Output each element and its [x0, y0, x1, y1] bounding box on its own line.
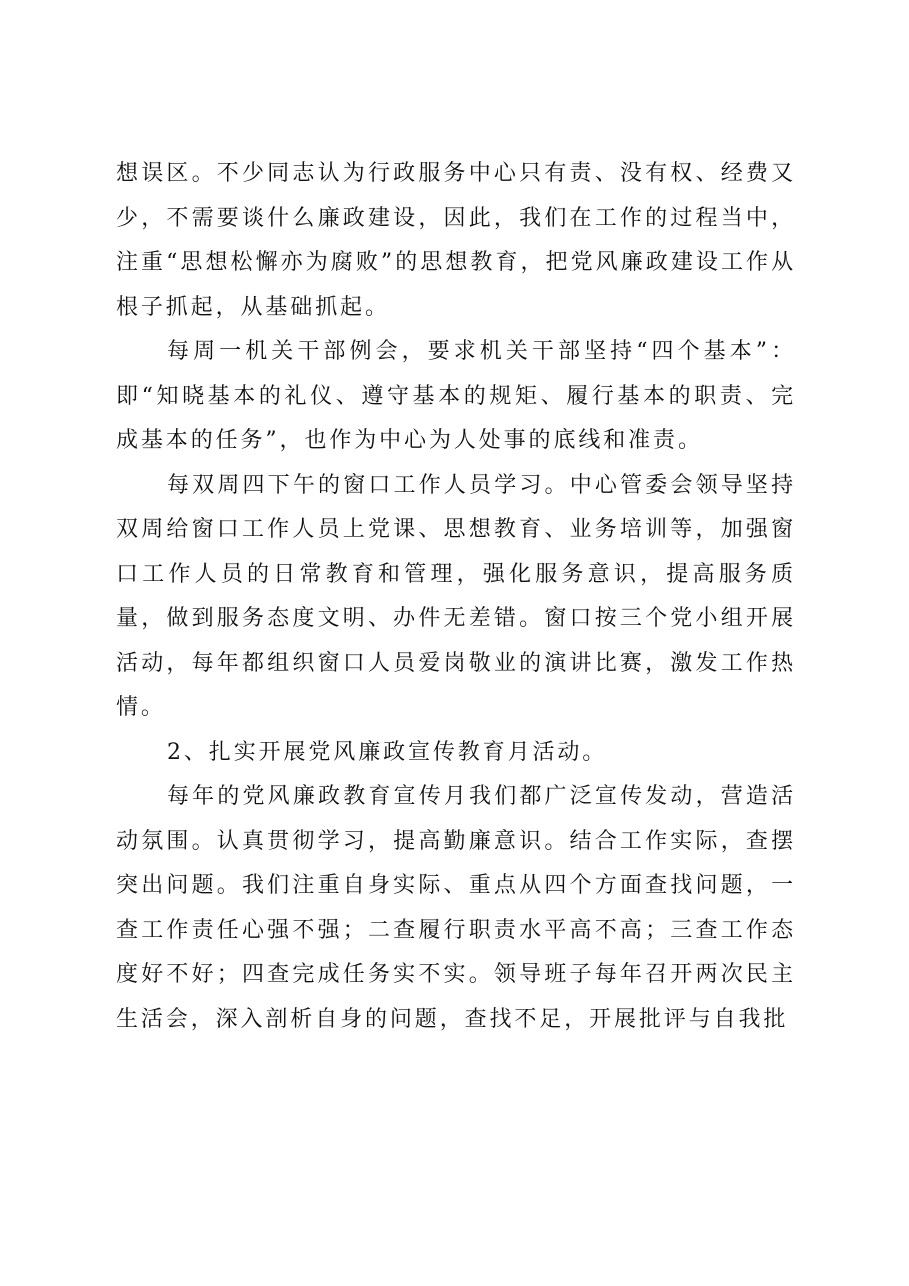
paragraph-weekly-meeting: 每周一机关干部例会，要求机关干部坚持“四个基本”：即“知晓基本的礼仪、遵守基本的规矩、履行基本的职责、完成基本的任务”，也作为中心为人处事的底线和准责。 — [116, 339, 796, 453]
section-heading: 2、扎实开展党风廉政宣传教育月活动。 — [167, 739, 608, 765]
document-body — [116, 152, 796, 1042]
paragraph-biweekly-study: 每双周四下午的窗口工作人员学习。中心管委会领导坚持双周给窗口工作人员上党课、思想教育、业务培训等，加强窗口工作人员的日常教育和管理，强化服务意识，提高服务质量，做到服务态度文明、办件无差错。窗口按三个党小组开展活动，每年都组织窗口人员爱岗敬业的演讲比赛，激发工作热情。 — [116, 472, 796, 720]
paragraph-intro: 想误区。不少同志认为行政服务中心只有责、没有权、经费又少，不需要谈什么廉政建设，因此，我们在工作的过程当中，注重“思想松懈亦为腐败”的思想教育，把党风廉政建设工作从根子抓起，从基础抓起。 — [116, 161, 796, 320]
paragraph-education-month: 每年的党风廉政教育宣传月我们都广泛宣传发动，营造活动氛围。认真贯彻学习，提高勤廉意识。结合工作实际，查摆突出问题。我们注重自身实际、重点从四个方面查找问题，一查工作责任心强不强；二查履行职责水平高不高；三查工作态度好不好；四查完成任务实不实。领导班子每年召开两次民主生活会，深入剖析自身的问题，查找不足，开展批评与自我批 — [116, 784, 796, 1032]
